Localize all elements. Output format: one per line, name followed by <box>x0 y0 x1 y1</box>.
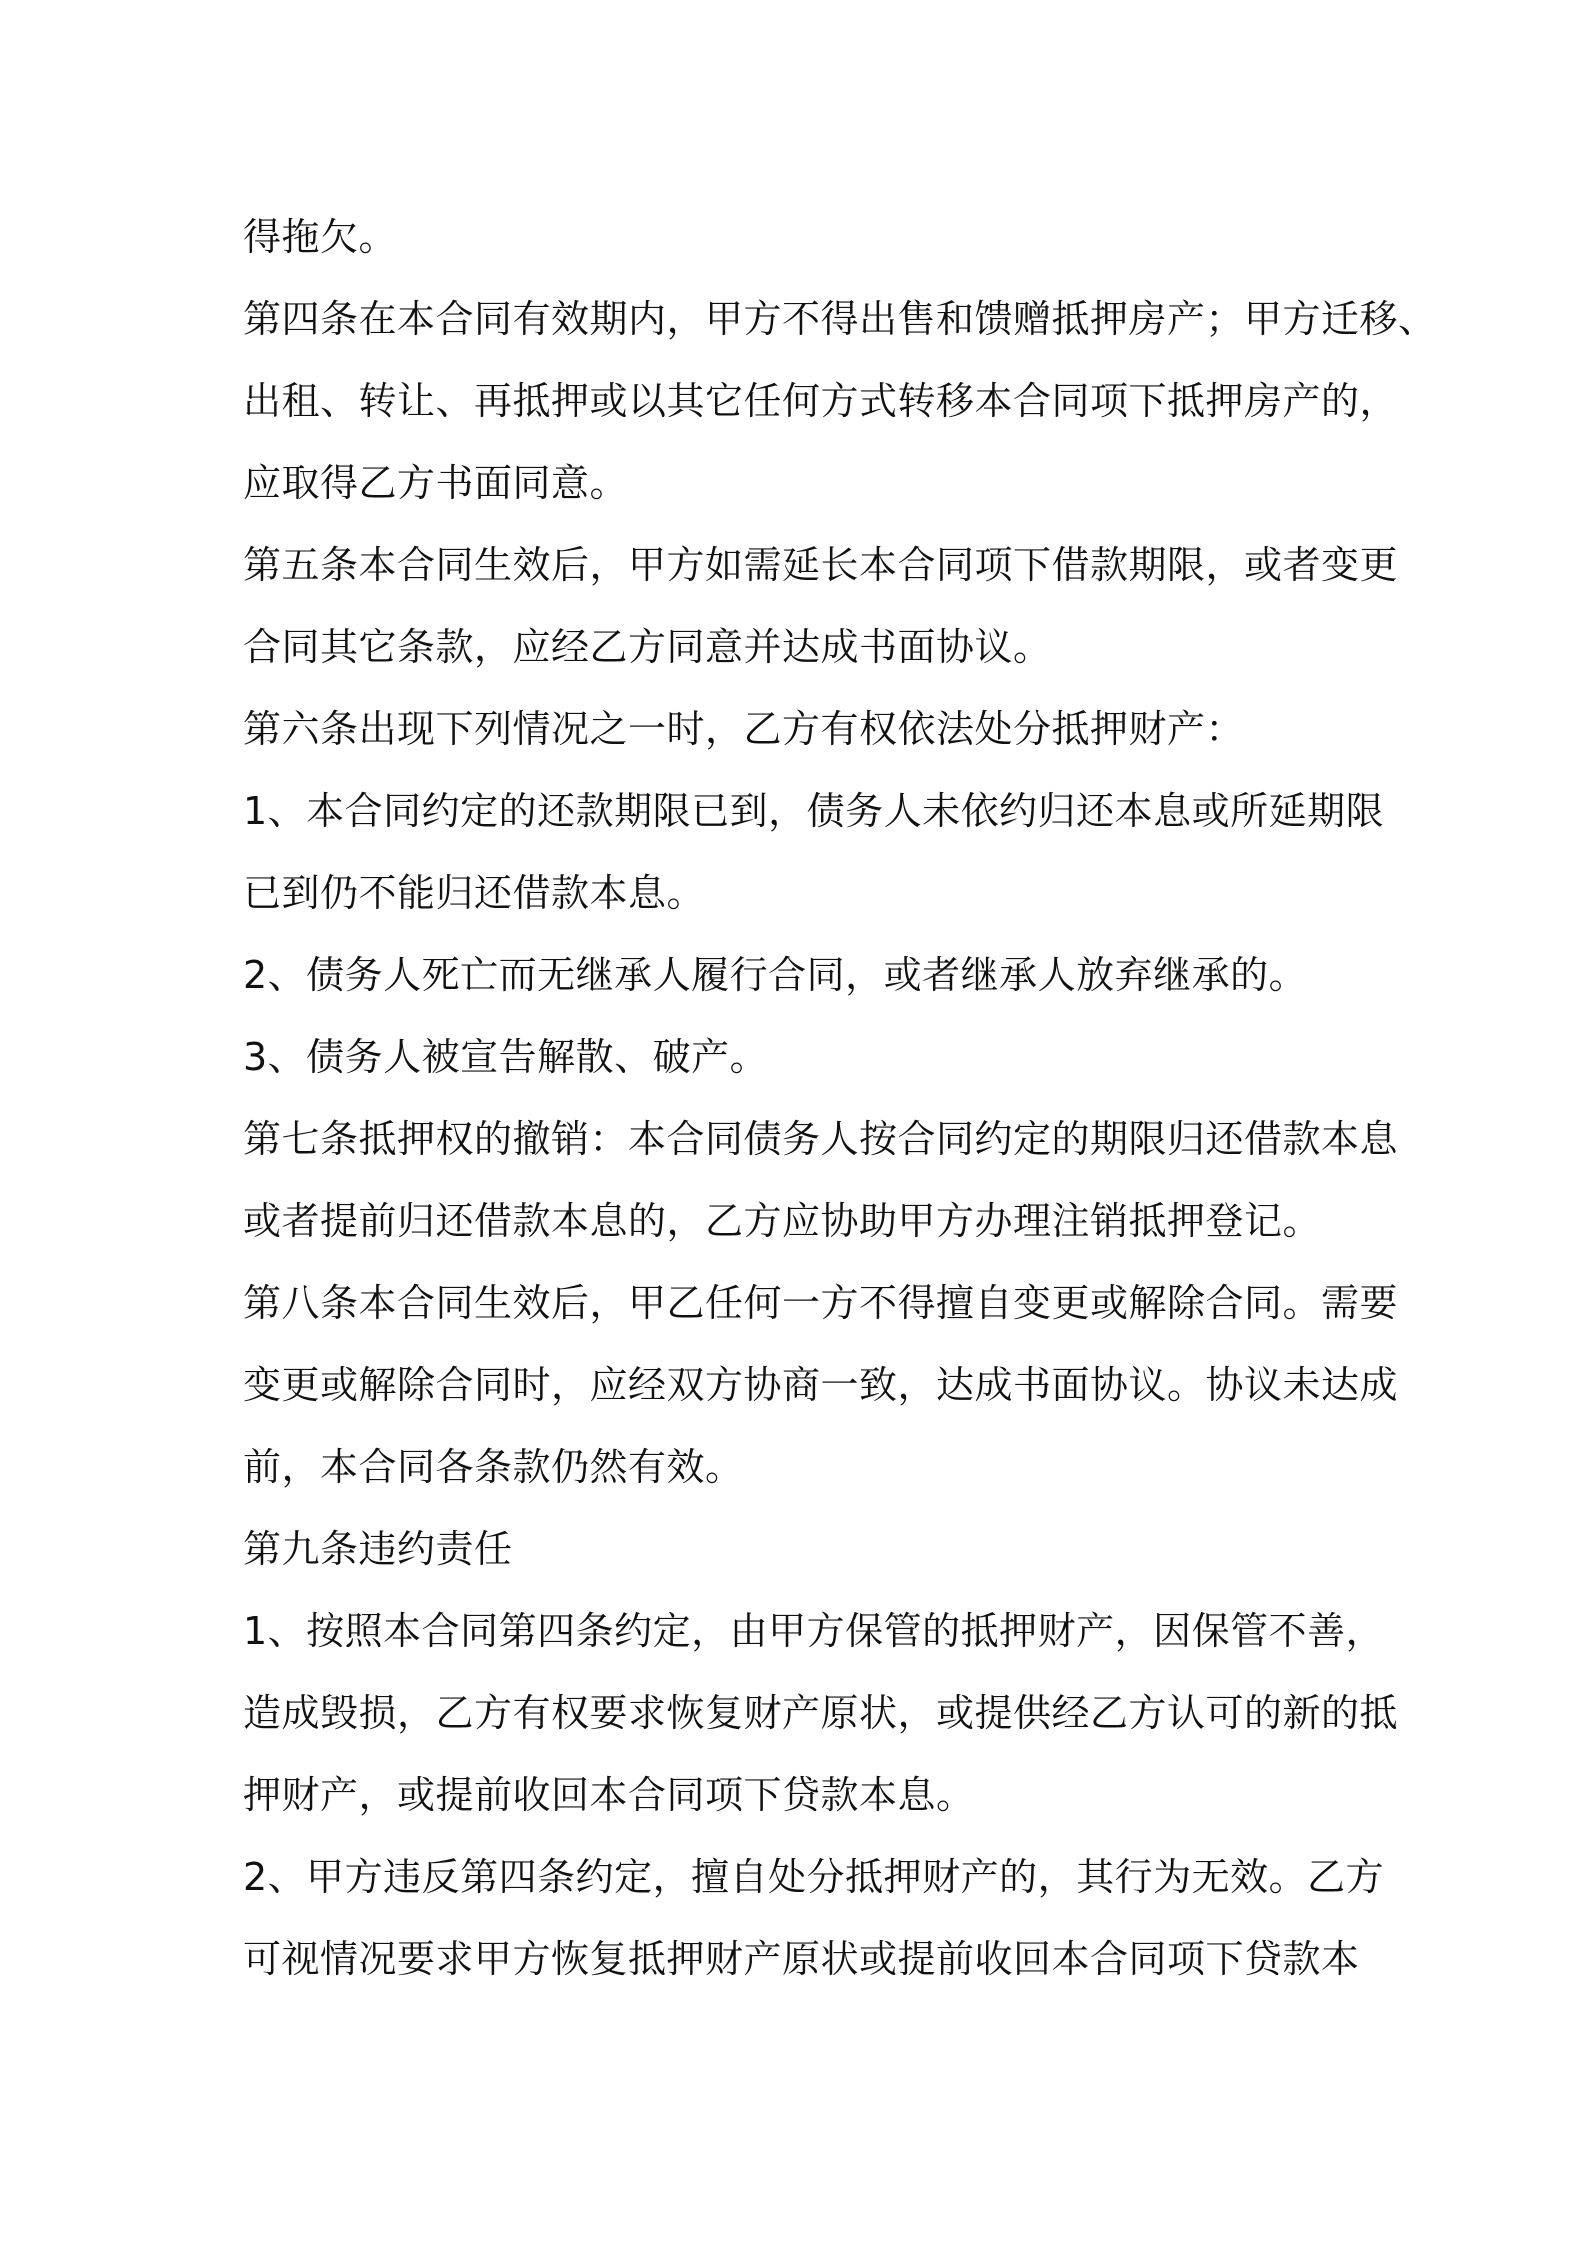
text-line: 可视情况要求甲方恢复抵押财产原状或提前收回本合同项下贷款本 <box>243 1937 1360 1981</box>
text-line: 第五条本合同生效后，甲方如需延长本合同项下借款期限，或者变更 <box>243 543 1399 587</box>
text-line: 1、按照本合同第四条约定，由甲方保管的抵押财产，因保管不善， <box>243 1609 1385 1653</box>
text-line: 合同其它条款，应经乙方同意并达成书面协议。 <box>243 625 1052 669</box>
text-line: 第八条本合同生效后，甲乙任何一方不得擅自变更或解除合同。需要 <box>243 1281 1399 1325</box>
text-line: 第六条出现下列情况之一时，乙方有权依法处分抵押财产： <box>243 707 1245 751</box>
text-line: 应取得乙方书面同意。 <box>243 461 629 505</box>
text-line: 变更或解除合同时，应经双方协商一致，达成书面协议。协议未达成 <box>243 1363 1399 1407</box>
text-line: 第四条在本合同有效期内，甲方不得出售和馈赠抵押房产；甲方迁移、 <box>243 297 1437 341</box>
text-line: 第七条抵押权的撤销：本合同债务人按合同约定的期限归还借款本息 <box>243 1117 1399 1161</box>
text-line: 1、本合同约定的还款期限已到，债务人未依约归还本息或所延期限 <box>243 789 1385 833</box>
text-line: 或者提前归还借款本息的，乙方应协助甲方办理注销抵押登记。 <box>243 1199 1322 1243</box>
text-line: 得拖欠。 <box>243 215 398 259</box>
text-line: 已到仍不能归还借款本息。 <box>243 871 706 915</box>
text-line: 前，本合同各条款仍然有效。 <box>243 1445 744 1489</box>
text-line: 造成毁损，乙方有权要求恢复财产原状，或提供经乙方认可的新的抵 <box>243 1691 1399 1735</box>
text-line: 第九条违约责任 <box>243 1527 513 1571</box>
text-line: 2、债务人死亡而无继承人履行合同，或者继承人放弃继承的。 <box>243 953 1308 997</box>
text-line: 押财产，或提前收回本合同项下贷款本息。 <box>243 1773 975 1817</box>
text-line: 2、甲方违反第四条约定，擅自处分抵押财产的，其行为无效。乙方 <box>243 1855 1385 1899</box>
text-line: 3、债务人被宣告解散、破产。 <box>243 1035 769 1079</box>
document-page <box>243 196 1437 2000</box>
text-line: 出租、转让、再抵押或以其它任何方式转移本合同项下抵押房产的， <box>243 379 1399 423</box>
